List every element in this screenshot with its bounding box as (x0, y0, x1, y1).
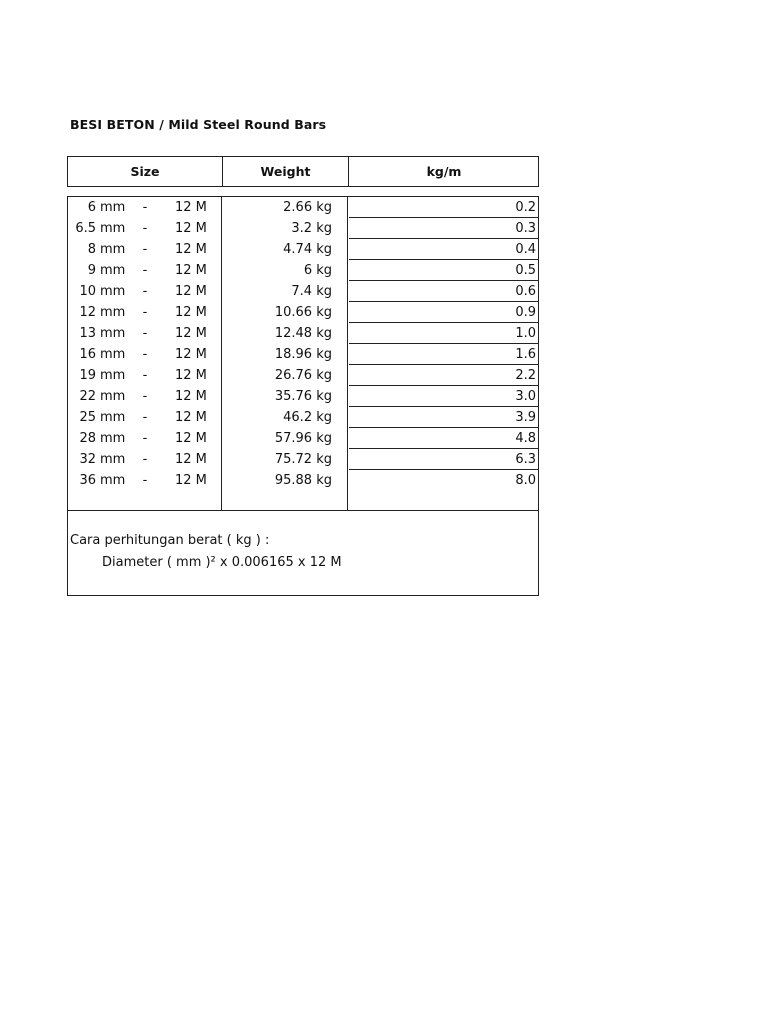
diameter-value: 36 (79, 473, 96, 488)
diameter-unit: mm (100, 263, 126, 278)
diameter-value: 10 (79, 284, 96, 299)
kgm-value: 0.2 (515, 200, 536, 215)
table-row (68, 239, 538, 260)
table-row (68, 344, 538, 365)
separator-dash: - (142, 368, 148, 383)
diameter-value: 12 (79, 305, 96, 320)
note-line-2: Diameter ( mm )² x 0.006165 x 12 M (102, 555, 342, 570)
diameter-unit: mm (100, 242, 126, 257)
kgm-cell (349, 344, 538, 365)
diameter-value: 6.5 (75, 221, 96, 236)
weight-value: 12.48 kg (274, 326, 332, 341)
separator-dash: - (142, 284, 148, 299)
kgm-value: 6.3 (515, 452, 536, 467)
kgm-cell (349, 323, 538, 344)
table-row (68, 260, 538, 281)
diameter-value: 25 (79, 410, 96, 425)
separator-dash: - (142, 410, 148, 425)
kgm-value: 3.9 (515, 410, 536, 425)
table-body (67, 196, 539, 511)
table-row (68, 218, 538, 239)
weight-value: 26.76 kg (274, 368, 332, 383)
kgm-cell (349, 428, 538, 449)
diameter-unit: mm (100, 431, 126, 446)
table-row (68, 365, 538, 386)
header-kgm: kg/m (348, 157, 539, 186)
weight-value: 46.2 kg (283, 410, 332, 425)
weight-value: 18.96 kg (274, 347, 332, 362)
diameter-value: 9 (87, 263, 96, 278)
separator-dash: - (142, 200, 148, 215)
separator-dash: - (142, 263, 148, 278)
table-row (68, 197, 538, 218)
diameter-value: 32 (79, 452, 96, 467)
kgm-value: 0.5 (515, 263, 536, 278)
table-rows (68, 197, 538, 491)
separator-dash: - (142, 221, 148, 236)
kgm-cell (349, 302, 538, 323)
kgm-cell (349, 386, 538, 407)
separator-dash: - (142, 452, 148, 467)
weight-value: 3.2 kg (291, 221, 332, 236)
kgm-value: 0.9 (515, 305, 536, 320)
weight-value: 57.96 kg (274, 431, 332, 446)
diameter-unit: mm (100, 473, 126, 488)
header-size: Size (130, 164, 160, 179)
weight-value: 2.66 kg (283, 200, 332, 215)
length-value: 12 M (175, 452, 207, 467)
diameter-value: 13 (79, 326, 96, 341)
length-value: 12 M (175, 284, 207, 299)
kgm-cell (349, 407, 538, 428)
diameter-unit: mm (100, 221, 126, 236)
weight-value: 4.74 kg (283, 242, 332, 257)
separator-dash: - (142, 242, 148, 257)
length-value: 12 M (175, 242, 207, 257)
kgm-cell (349, 218, 538, 239)
diameter-value: 22 (79, 389, 96, 404)
kgm-value: 0.6 (515, 284, 536, 299)
length-value: 12 M (175, 200, 207, 215)
separator-dash: - (142, 347, 148, 362)
weight-value: 95.88 kg (274, 473, 332, 488)
length-value: 12 M (175, 221, 207, 236)
kgm-value: 1.0 (515, 326, 536, 341)
table-row (68, 302, 538, 323)
length-value: 12 M (175, 305, 207, 320)
table-row (68, 428, 538, 449)
separator-dash: - (142, 431, 148, 446)
length-value: 12 M (175, 473, 207, 488)
note-line-1: Cara perhitungan berat ( kg ) : (70, 533, 270, 548)
diameter-unit: mm (100, 452, 126, 467)
diameter-unit: mm (100, 305, 126, 320)
separator-dash: - (142, 326, 148, 341)
kgm-value: 1.6 (515, 347, 536, 362)
weight-value: 75.72 kg (274, 452, 332, 467)
weight-value: 7.4 kg (291, 284, 332, 299)
diameter-unit: mm (100, 410, 126, 425)
kgm-value: 4.8 (515, 431, 536, 446)
weight-value: 6 kg (303, 263, 332, 278)
length-value: 12 M (175, 368, 207, 383)
length-value: 12 M (175, 347, 207, 362)
kgm-value: 8.0 (515, 473, 536, 488)
table-row (68, 407, 538, 428)
diameter-value: 19 (79, 368, 96, 383)
kgm-cell (349, 449, 538, 470)
length-value: 12 M (175, 389, 207, 404)
length-value: 12 M (175, 326, 207, 341)
kgm-value: 2.2 (515, 368, 536, 383)
kgm-cell (349, 470, 538, 491)
table-row (68, 470, 538, 491)
calculation-note (67, 510, 539, 596)
diameter-value: 8 (87, 242, 96, 257)
table-row (68, 386, 538, 407)
diameter-value: 16 (79, 347, 96, 362)
diameter-unit: mm (100, 284, 126, 299)
diameter-unit: mm (100, 200, 126, 215)
kgm-value: 0.4 (515, 242, 536, 257)
kgm-cell (349, 260, 538, 281)
table-header (67, 156, 539, 187)
kgm-value: 0.3 (515, 221, 536, 236)
page-title: BESI BETON / Mild Steel Round Bars (70, 117, 327, 132)
kgm-value: 3.0 (515, 389, 536, 404)
diameter-unit: mm (100, 347, 126, 362)
table-row (68, 323, 538, 344)
table-row (68, 449, 538, 470)
separator-dash: - (142, 389, 148, 404)
kgm-cell (349, 365, 538, 386)
diameter-unit: mm (100, 389, 126, 404)
length-value: 12 M (175, 263, 207, 278)
weight-value: 10.66 kg (274, 305, 332, 320)
separator-dash: - (142, 305, 148, 320)
kgm-cell (349, 281, 538, 302)
kgm-cell (349, 239, 538, 260)
length-value: 12 M (175, 431, 207, 446)
diameter-value: 28 (79, 431, 96, 446)
kgm-cell (349, 197, 538, 218)
header-weight: Weight (222, 157, 348, 186)
separator-dash: - (142, 473, 148, 488)
diameter-value: 6 (87, 200, 96, 215)
diameter-unit: mm (100, 326, 126, 341)
diameter-unit: mm (100, 368, 126, 383)
weight-value: 35.76 kg (274, 389, 332, 404)
length-value: 12 M (175, 410, 207, 425)
table-row (68, 281, 538, 302)
